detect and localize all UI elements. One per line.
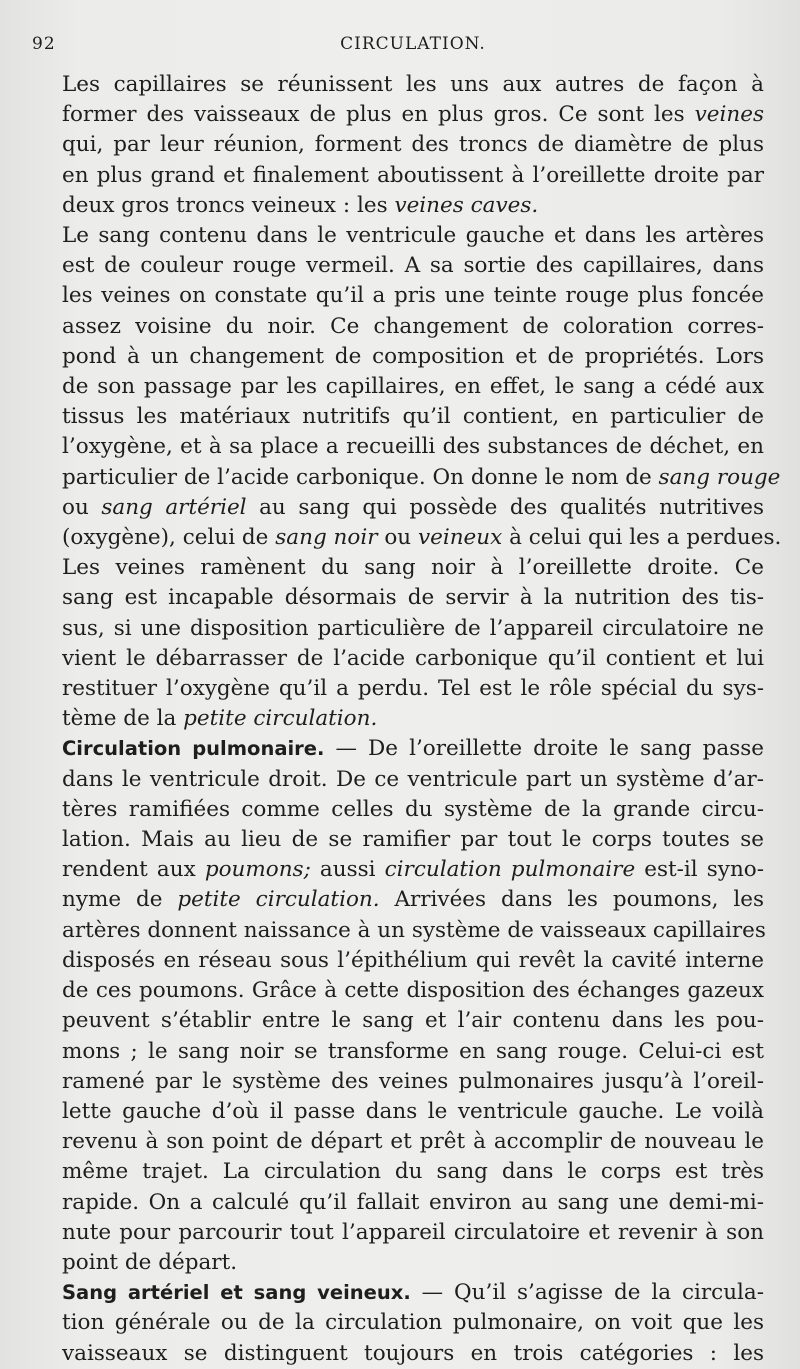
italic-term: sang noir bbox=[275, 525, 378, 551]
text-segment: lette gauche d’où il passe dans le ventricule gauche. Le voilà bbox=[62, 1098, 764, 1124]
text-segment: deux gros troncs veineux : les bbox=[62, 192, 395, 218]
text-line bbox=[62, 795, 764, 825]
text-line bbox=[62, 885, 764, 915]
text-line bbox=[62, 1339, 764, 1369]
text-line bbox=[62, 1037, 764, 1067]
text-line bbox=[62, 1097, 764, 1127]
paragraph bbox=[62, 1278, 764, 1369]
text-segment: sus, si une disposition particulière de l’appareil circulatoire ne bbox=[62, 615, 764, 641]
paragraph bbox=[62, 70, 764, 221]
italic-term: circulation pulmonaire bbox=[384, 857, 636, 883]
text-segment: à celui qui les a perdues. bbox=[502, 525, 782, 551]
text-segment: dans le ventricule droit. De ce ventricule part un système d’ar- bbox=[62, 766, 764, 792]
text-segment: rendent aux bbox=[62, 857, 205, 883]
text-segment: ou bbox=[377, 525, 418, 551]
text-line bbox=[62, 976, 764, 1006]
text-segment: former des vaisseaux de plus en plus gros. Ce sont les bbox=[62, 102, 695, 128]
text-line bbox=[62, 1248, 764, 1278]
text-line bbox=[62, 916, 764, 946]
text-segment: (oxygène), celui de bbox=[62, 525, 276, 551]
text-segment: vaisseaux se distinguent toujours en trois catégories : les bbox=[62, 1340, 764, 1366]
text-segment: de ces poumons. Grâce à cette disposition des échanges gazeux bbox=[62, 978, 764, 1004]
text-line bbox=[62, 493, 764, 523]
text-line bbox=[62, 1278, 764, 1308]
italic-term: sang rouge bbox=[658, 464, 781, 490]
text-segment: nyme de bbox=[62, 887, 178, 913]
page-number: 92 bbox=[32, 34, 56, 54]
text-segment: artères donnent naissance à un système de vaisseaux capillaires bbox=[62, 917, 766, 943]
text-segment: aussi bbox=[310, 857, 385, 883]
text-segment: restituer l’oxygène qu’il a perdu. Tel est le rôle spécial du sys- bbox=[62, 676, 764, 702]
text-segment: les veines on constate qu’il a pris une teinte rouge plus foncée bbox=[62, 283, 764, 309]
text-line bbox=[62, 583, 764, 613]
text-line bbox=[62, 1188, 764, 1218]
text-segment: même trajet. La circulation du sang dans le corps est très bbox=[62, 1159, 764, 1185]
text-segment: vient le débarrasser de l’acide carbonique qu’il contient et lui bbox=[62, 645, 764, 671]
text-segment: qui, par leur réunion, forment des troncs de diamètre de plus bbox=[62, 132, 764, 158]
text-line bbox=[62, 463, 781, 493]
text-line bbox=[62, 855, 764, 885]
text-line bbox=[62, 372, 764, 402]
body-text bbox=[62, 70, 782, 1369]
paragraph bbox=[62, 221, 782, 553]
text-segment: Le sang contenu dans le ventricule gauche et dans les artères bbox=[62, 223, 764, 249]
italic-term: veines caves. bbox=[394, 192, 539, 218]
italic-term: veines bbox=[694, 102, 764, 128]
text-segment: rapide. On a calculé qu’il fallait environ au sang une demi-mi- bbox=[62, 1189, 764, 1215]
text-line bbox=[62, 221, 764, 251]
text-line bbox=[62, 946, 764, 976]
text-line bbox=[62, 100, 764, 130]
italic-term: petite circulation. bbox=[177, 887, 380, 913]
section-heading: Sang artériel et sang veineux. bbox=[62, 1281, 411, 1305]
chapter-title: CIRCULATION. bbox=[340, 34, 486, 54]
italic-term: poumons; bbox=[204, 857, 311, 883]
text-line bbox=[62, 191, 764, 221]
text-line bbox=[62, 432, 764, 462]
text-segment: Les capillaires se réunissent les uns aux autres de façon à bbox=[62, 72, 764, 97]
text-line bbox=[62, 674, 764, 704]
text-line bbox=[62, 1218, 764, 1248]
text-line bbox=[62, 825, 764, 855]
text-segment: ramené par le système des veines pulmonaires jusqu’à l’oreil- bbox=[62, 1068, 764, 1094]
text-segment: ou bbox=[62, 494, 102, 520]
text-line bbox=[62, 614, 764, 644]
text-segment: assez voisine du noir. Ce changement de coloration corres- bbox=[62, 313, 764, 339]
text-segment: au sang qui possède des qualités nutritives bbox=[246, 494, 764, 520]
text-segment: — De l’oreillette droite le sang passe bbox=[324, 736, 764, 762]
text-segment: Les veines ramènent du sang noir à l’oreillette droite. Ce bbox=[62, 555, 764, 581]
text-segment: tion générale ou de la circulation pulmonaire, on voit que les bbox=[62, 1310, 764, 1336]
text-line bbox=[62, 70, 764, 100]
text-segment: en plus grand et finalement aboutissent à l’oreillette droite par bbox=[62, 162, 764, 188]
text-line bbox=[62, 553, 764, 583]
text-segment: Arrivées dans les poumons, les bbox=[379, 887, 764, 913]
italic-term: sang artériel bbox=[101, 494, 247, 520]
text-segment: l’oxygène, et à sa place a recueilli des substances de déchet, en bbox=[62, 434, 764, 460]
section-heading: Circulation pulmonaire. bbox=[62, 737, 325, 761]
text-segment: particulier de l’acide carbonique. On donne le nom de bbox=[62, 464, 659, 490]
text-segment: pond à un changement de composition et de propriétés. Lors bbox=[62, 343, 764, 369]
text-line bbox=[62, 312, 764, 342]
text-segment: tères ramifiées comme celles du système de la grande circu- bbox=[62, 796, 764, 822]
text-line bbox=[62, 765, 764, 795]
italic-term: petite circulation. bbox=[183, 706, 378, 732]
italic-term: veineux bbox=[417, 525, 503, 551]
text-line bbox=[62, 251, 764, 281]
text-line bbox=[62, 523, 782, 553]
text-line bbox=[62, 402, 764, 432]
text-segment: tème de la bbox=[62, 706, 184, 732]
text-line bbox=[62, 130, 764, 160]
paragraph bbox=[62, 734, 764, 1278]
text-line bbox=[62, 1127, 764, 1157]
text-segment: peuvent s’établir entre le sang et l’air contenu dans les pou- bbox=[62, 1008, 764, 1034]
text-line bbox=[62, 734, 764, 764]
text-line bbox=[62, 1308, 764, 1338]
text-segment: — Qu’il s’agisse de la circula- bbox=[410, 1280, 765, 1306]
running-head bbox=[32, 34, 764, 62]
text-line bbox=[62, 644, 764, 674]
text-segment: revenu à son point de départ et prêt à accomplir de nouveau le bbox=[62, 1129, 764, 1155]
text-segment: disposés en réseau sous l’épithélium qui revêt la cavité interne bbox=[62, 947, 764, 973]
text-segment: point de départ. bbox=[62, 1249, 238, 1275]
text-segment: mons ; le sang noir se transforme en sang rouge. Celui-ci est bbox=[62, 1038, 764, 1064]
text-line bbox=[62, 1157, 764, 1187]
text-segment: est-il syno- bbox=[635, 857, 765, 883]
text-segment: nute pour parcourir tout l’appareil circulatoire et revenir à son bbox=[62, 1219, 764, 1245]
text-line bbox=[62, 1067, 764, 1097]
text-segment: tissus les matériaux nutritifs qu’il contient, en particulier de bbox=[62, 404, 764, 430]
text-segment: sang est incapable désormais de servir à la nutrition des tis- bbox=[62, 585, 764, 611]
text-line bbox=[62, 342, 764, 372]
text-line bbox=[62, 704, 764, 734]
text-segment: lation. Mais au lieu de se ramifier par tout le corps toutes se bbox=[62, 827, 764, 853]
text-line bbox=[62, 161, 764, 191]
text-segment: de son passage par les capillaires, en effet, le sang a cédé aux bbox=[62, 374, 764, 400]
text-line bbox=[62, 1006, 764, 1036]
paragraph bbox=[62, 553, 764, 734]
text-line bbox=[62, 281, 764, 311]
text-segment: est de couleur rouge vermeil. A sa sortie des capillaires, dans bbox=[62, 253, 764, 279]
